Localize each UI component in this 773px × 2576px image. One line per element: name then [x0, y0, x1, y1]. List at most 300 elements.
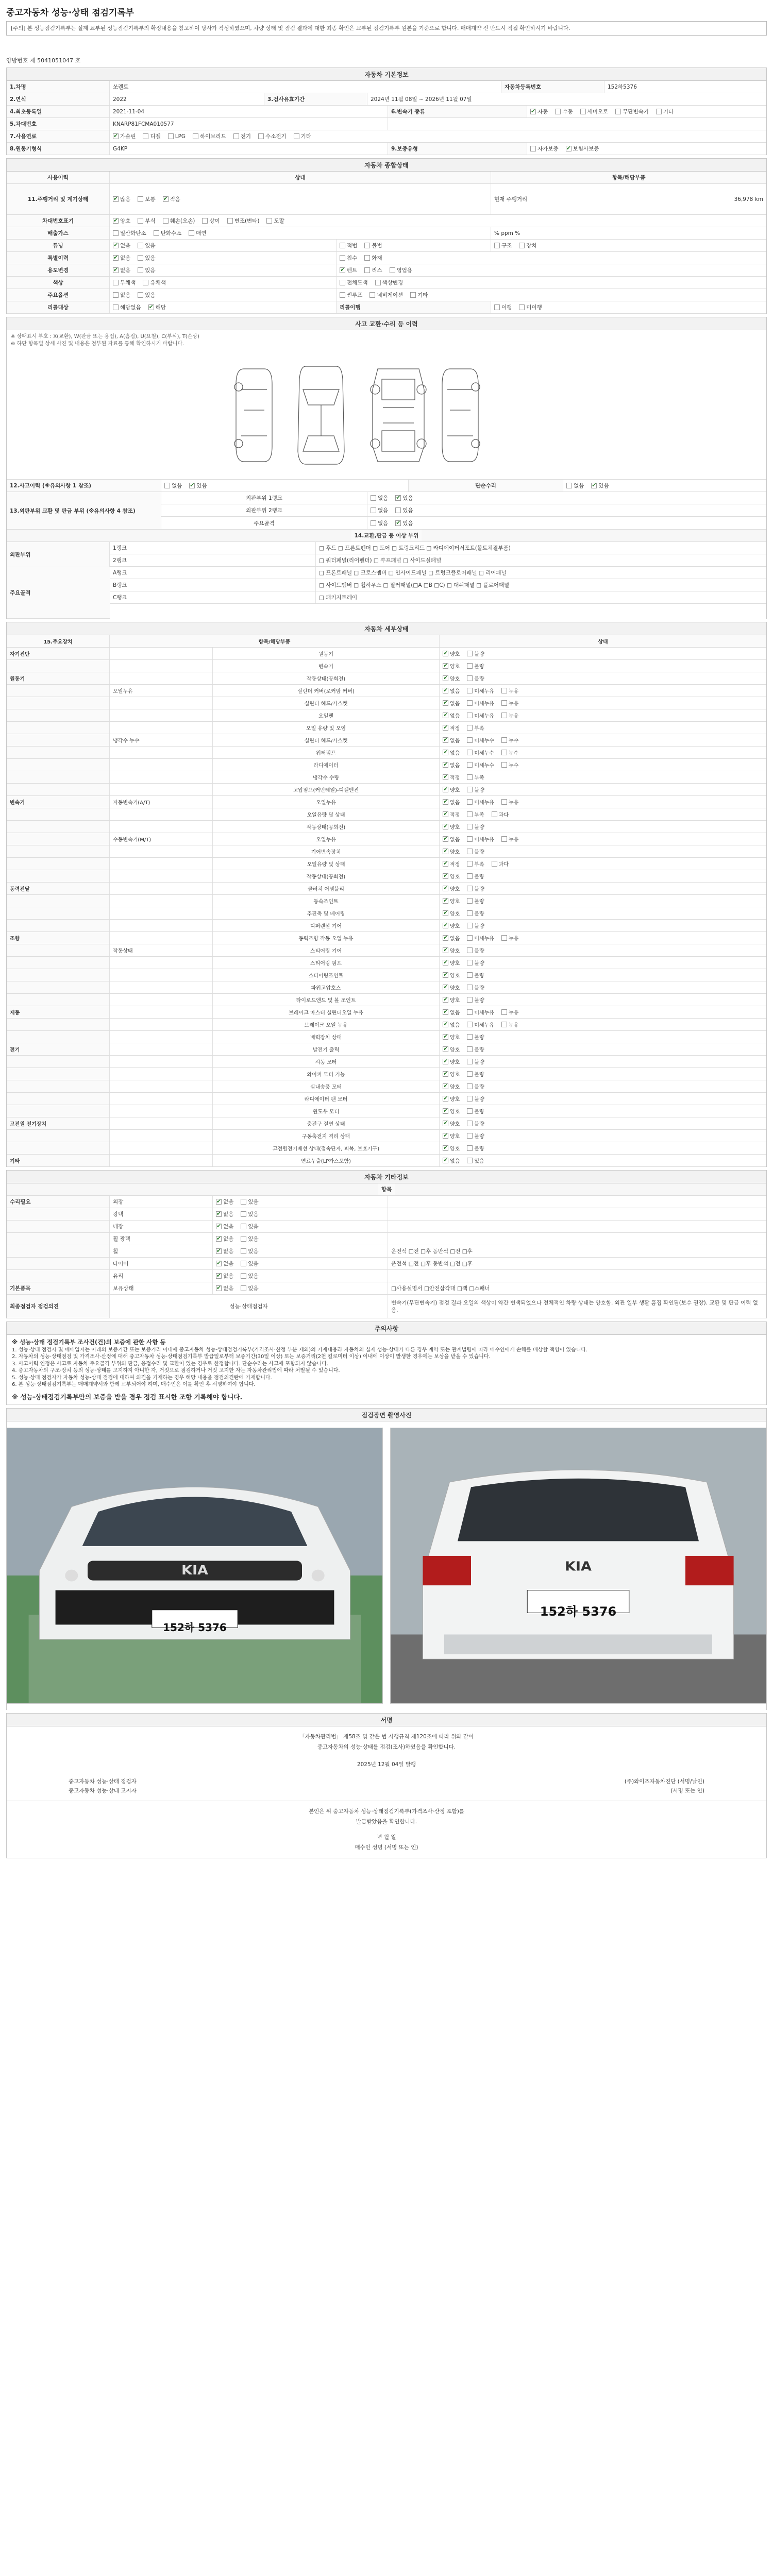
detail-26-opt-1-checkbox[interactable]: [467, 972, 473, 978]
other-1-opt-0-checkbox[interactable]: [216, 1211, 222, 1217]
detail-state: [440, 660, 766, 672]
detail-36-opt-1-checkbox[interactable]: [467, 1096, 473, 1101]
rank2-row: [161, 504, 766, 517]
other-1-opt-1-checkbox[interactable]: [241, 1211, 246, 1217]
other-state: [213, 1196, 388, 1208]
detail-37-opt-0-checkbox[interactable]: [443, 1108, 448, 1114]
detail-26-opt-0-checkbox[interactable]: [443, 972, 448, 978]
total-col-header: [7, 172, 766, 184]
detail-29-opt-0-label: 없음: [450, 1010, 460, 1016]
detail-0-opt-1-checkbox[interactable]: [467, 651, 473, 656]
mileage-normal-checkbox[interactable]: [138, 196, 143, 202]
detail-27-opt-1-checkbox[interactable]: [467, 985, 473, 990]
change-block: [7, 492, 766, 530]
detail-row: [7, 771, 766, 784]
detail-22-opt-0-checkbox[interactable]: [443, 923, 448, 928]
detail-0-opt-0-checkbox[interactable]: [443, 651, 448, 656]
warranty-self-checkbox[interactable]: [530, 146, 536, 151]
sign-row-1: [7, 1777, 766, 1786]
other-4-opt-0-checkbox[interactable]: [216, 1248, 222, 1254]
trans-manual-checkbox[interactable]: [555, 109, 561, 114]
detail-26-opt-0-label: 양호: [450, 973, 460, 979]
tuning-device-checkbox[interactable]: [519, 243, 525, 248]
recall-notdone-checkbox[interactable]: [519, 304, 525, 310]
detail-24-opt-1-checkbox[interactable]: [467, 947, 473, 953]
options-etc-checkbox[interactable]: [410, 292, 416, 298]
detail-5-opt-2-checkbox[interactable]: [501, 713, 507, 718]
detail-group: 변속기: [7, 796, 110, 808]
vin-paint-checkbox[interactable]: [266, 218, 272, 224]
other-7-opt-0-checkbox[interactable]: [216, 1285, 222, 1291]
detail-9-opt-0-checkbox[interactable]: [443, 762, 448, 768]
tuning-label: 튜닝: [7, 240, 110, 251]
detail-item: 오일 유량 및 오염: [213, 722, 440, 734]
detail-subgroup: 작동상태: [110, 944, 213, 956]
detail-3-opt-1-checkbox[interactable]: [467, 688, 473, 693]
detail-12-opt-0-checkbox[interactable]: [443, 799, 448, 805]
detail-group: [7, 944, 110, 956]
other-5-opt-0-checkbox[interactable]: [216, 1261, 222, 1266]
detail-23-opt-1-checkbox[interactable]: [467, 935, 473, 941]
sign-left-2: 중고자동차 성능·상태 고지자: [69, 1788, 137, 1794]
detail-state: [440, 821, 766, 833]
detail-27-opt-1-label: 불량: [474, 986, 484, 991]
detail-15-opt-2-checkbox[interactable]: [501, 836, 507, 842]
detail-item: 오일유량 및 상태: [213, 808, 440, 820]
detail-29-opt-2-checkbox[interactable]: [501, 1009, 507, 1015]
special-fire-checkbox[interactable]: [364, 255, 370, 261]
detail-state: [440, 1068, 766, 1080]
frame-none-checkbox[interactable]: [371, 520, 376, 526]
detail-item: 기어변속장치: [213, 845, 440, 857]
detail-17-opt-0-checkbox[interactable]: [443, 861, 448, 867]
other-5-opt-1-checkbox[interactable]: [241, 1261, 246, 1266]
detail-subgroup: [110, 808, 213, 820]
detail-group: [7, 1130, 110, 1142]
color-change-checkbox[interactable]: [375, 280, 381, 285]
detail-34-opt-0-checkbox[interactable]: [443, 1071, 448, 1077]
detail-6-opt-1-checkbox[interactable]: [467, 725, 473, 731]
detail-col3: 상태: [440, 635, 766, 647]
detail-22-opt-1-checkbox[interactable]: [467, 923, 473, 928]
fuel-lpg-checkbox[interactable]: [168, 133, 174, 139]
frame-opt-1: 있음: [402, 520, 413, 527]
frame-opt-0: 없음: [378, 520, 389, 527]
detail-30-opt-2-checkbox[interactable]: [501, 1022, 507, 1027]
fuel-h2-checkbox[interactable]: [258, 133, 264, 139]
warranty-insure-checkbox[interactable]: [566, 146, 572, 151]
detail-39-opt-0-checkbox[interactable]: [443, 1133, 448, 1139]
detail-row: [7, 1006, 766, 1019]
detail-39-opt-0-label: 양호: [450, 1134, 460, 1140]
trans-etc-checkbox[interactable]: [656, 109, 662, 114]
detail-28-opt-1-checkbox[interactable]: [467, 997, 473, 1003]
vin-diff-checkbox[interactable]: [202, 218, 208, 224]
detail-23-opt-0-checkbox[interactable]: [443, 935, 448, 941]
color-opt-1: 유채색: [150, 280, 166, 286]
engine-value: G4KP: [110, 143, 388, 155]
detail-15-opt-0-checkbox[interactable]: [443, 836, 448, 842]
detail-20-opt-0-checkbox[interactable]: [443, 898, 448, 904]
detail-item: 충전구 절연 상태: [213, 1117, 440, 1129]
usage-none-checkbox[interactable]: [113, 267, 119, 273]
tuning-legal-checkbox[interactable]: [340, 243, 345, 248]
tuning-none-checkbox[interactable]: [113, 243, 119, 248]
detail-37-opt-1-checkbox[interactable]: [467, 1108, 473, 1114]
trans-label: 6.변속기 종류: [388, 106, 527, 117]
detail-group: [7, 697, 110, 709]
detail-group: 동력전달: [7, 883, 110, 894]
color-label: 색상: [7, 277, 110, 289]
detail-7-opt-0-checkbox[interactable]: [443, 737, 448, 743]
fuel-gasoline-checkbox[interactable]: [113, 133, 119, 139]
other-row: [7, 1233, 766, 1245]
detail-28-opt-0-checkbox[interactable]: [443, 997, 448, 1003]
detail-2-opt-0-checkbox[interactable]: [443, 675, 448, 681]
detail-10-opt-1-checkbox[interactable]: [467, 774, 473, 780]
fuel-opt-0: 가솔린: [120, 133, 136, 140]
detail-subgroup: [110, 660, 213, 672]
trans-cvt-checkbox[interactable]: [615, 109, 621, 114]
usage-rent-checkbox[interactable]: [340, 267, 345, 273]
tuning-opt-1: 있음: [145, 243, 156, 249]
detail-41-opt-1-checkbox[interactable]: [467, 1158, 473, 1163]
detail-21-opt-1-label: 불량: [474, 911, 484, 917]
sign-line-2: 중고자동차의 성능·상태를 점검(조사)하였음을 확인합니다.: [317, 1744, 456, 1750]
tuning-illegal-checkbox[interactable]: [364, 243, 370, 248]
detail-state: [440, 709, 766, 721]
tuning-sub-1: 불법: [372, 243, 382, 249]
other-4-opt-0-label: 없음: [223, 1248, 234, 1255]
detail-11-opt-0-checkbox[interactable]: [443, 787, 448, 792]
detail-39-opt-1-checkbox[interactable]: [467, 1133, 473, 1139]
detail-16-opt-0-checkbox[interactable]: [443, 849, 448, 854]
rank1-none-checkbox[interactable]: [371, 495, 376, 501]
vin-opt-5: 도말: [274, 218, 284, 224]
detail-group: [7, 771, 110, 783]
recall-done-checkbox[interactable]: [494, 304, 500, 310]
detail-19-opt-0-checkbox[interactable]: [443, 886, 448, 891]
vin-rust-checkbox[interactable]: [138, 218, 143, 224]
detail-row: [7, 1080, 766, 1093]
detail-19-opt-1-checkbox[interactable]: [467, 886, 473, 891]
change-label: 13.외판부위 교환 및 판금 부위 (※유의사항 4 참조): [7, 492, 161, 529]
other-3-opt-1-checkbox[interactable]: [241, 1236, 246, 1242]
accident-label: 12.사고이력 (※유의사항 1 참조): [7, 480, 161, 492]
special-none-checkbox[interactable]: [113, 255, 119, 261]
detail-3-opt-2-checkbox[interactable]: [501, 688, 507, 693]
detail-group: [7, 784, 110, 795]
color-sub-1: 색상변경: [382, 280, 404, 286]
color-chro-checkbox[interactable]: [143, 280, 148, 285]
trans-options: [527, 106, 766, 117]
options-sub-0: 썬루프: [347, 292, 363, 298]
trans-auto-checkbox[interactable]: [530, 109, 536, 114]
detail-8-opt-2-checkbox[interactable]: [501, 750, 507, 755]
detail-4-opt-0-checkbox[interactable]: [443, 700, 448, 706]
other-1-opt-0-label: 없음: [223, 1211, 234, 1217]
other-state: [213, 1233, 388, 1245]
detail-33-opt-1-label: 불량: [474, 1060, 484, 1065]
warranty-opt-0: 자가보증: [537, 146, 559, 152]
rank1-opt-0: 없음: [378, 495, 389, 501]
other-group: [7, 1221, 110, 1232]
detail-subgroup: [110, 1093, 213, 1105]
detail-2-opt-0-label: 양호: [450, 676, 460, 682]
detail-6-opt-0-label: 적정: [450, 726, 460, 732]
detail-row: [7, 1130, 766, 1142]
detail-17-opt-2-checkbox[interactable]: [492, 861, 497, 867]
other-2-opt-1-checkbox[interactable]: [241, 1224, 246, 1229]
options-navi-checkbox[interactable]: [369, 292, 375, 298]
detail-item: 원동기: [213, 648, 440, 659]
detail-item: 타이로드엔드 및 볼 조인트: [213, 994, 440, 1006]
detail-25-opt-1-checkbox[interactable]: [467, 960, 473, 965]
detail-38-opt-1-checkbox[interactable]: [467, 1121, 473, 1126]
detail-item: 스티어링조인트: [213, 969, 440, 981]
emission-hc-checkbox[interactable]: [154, 230, 159, 236]
options-none-checkbox[interactable]: [113, 292, 119, 298]
detail-7-opt-1-checkbox[interactable]: [467, 737, 473, 743]
notice-box: [주의] 본 성능점검기록부는 실제 교부된 성능점검기록부의 확정내용을 참고하여 당사가 작성하였으며, 차량 상태 및 점검 결과에 대한 최종 확인은 교부된 점검기록부 원본을 기준으로 합니다. 매매계약 전 반드시 직접 확인하시기 바랍니다.: [6, 21, 767, 36]
detail-39-opt-1-label: 불량: [474, 1134, 484, 1140]
emission-smoke-checkbox[interactable]: [189, 230, 194, 236]
detail-group: [7, 660, 110, 672]
detail-2-opt-1-checkbox[interactable]: [467, 675, 473, 681]
detail-5-opt-1-checkbox[interactable]: [467, 713, 473, 718]
mileage-many-checkbox[interactable]: [113, 196, 119, 202]
detail-state: [440, 858, 766, 870]
detail-13-opt-0-checkbox[interactable]: [443, 811, 448, 817]
detail-33-opt-0-checkbox[interactable]: [443, 1059, 448, 1064]
detail-33-opt-1-checkbox[interactable]: [467, 1059, 473, 1064]
detail-8-opt-0-checkbox[interactable]: [443, 750, 448, 755]
color-repaint-checkbox[interactable]: [340, 280, 345, 285]
simple-opt-1: 있음: [598, 483, 609, 489]
part-header: 14.교환,판금 등 이상 부위: [351, 530, 422, 541]
fuel-etc-checkbox[interactable]: [294, 133, 299, 139]
detail-18-opt-0-checkbox[interactable]: [443, 873, 448, 879]
other-row: [7, 1270, 766, 1282]
usage-biz-checkbox[interactable]: [390, 267, 395, 273]
detail-41-opt-0-checkbox[interactable]: [443, 1158, 448, 1163]
detail-12-opt-2-checkbox[interactable]: [501, 799, 507, 805]
detail-row: [7, 685, 766, 697]
detail-row: [7, 1142, 766, 1155]
detail-18-opt-1-checkbox[interactable]: [467, 873, 473, 879]
vin-alter-checkbox[interactable]: [227, 218, 233, 224]
detail-23-opt-2-label: 누유: [508, 936, 519, 942]
other-4-opt-1-checkbox[interactable]: [241, 1248, 246, 1254]
detail-8-opt-1-checkbox[interactable]: [467, 750, 473, 755]
detail-1-opt-1-checkbox[interactable]: [467, 663, 473, 669]
detail-32-opt-0-checkbox[interactable]: [443, 1046, 448, 1052]
rank1-label: 외판부위 1랭크: [161, 492, 367, 504]
rank2-none-checkbox[interactable]: [371, 507, 376, 513]
rank2-yes-checkbox[interactable]: [395, 507, 401, 513]
detail-row: [7, 1043, 766, 1056]
notes-body: [7, 1335, 766, 1405]
detail-30-opt-0-checkbox[interactable]: [443, 1022, 448, 1027]
detail-state: [440, 771, 766, 783]
detail-group: [7, 969, 110, 981]
detail-13-opt-2-checkbox[interactable]: [492, 811, 497, 817]
detail-row: [7, 808, 766, 821]
sign-line-1: 「자동차관리법」 제58조 및 같은 법 시행규칙 제120조에 따라 위와 같이: [299, 1734, 474, 1740]
detail-20-opt-1-checkbox[interactable]: [467, 898, 473, 904]
other-0-opt-1-checkbox[interactable]: [241, 1199, 246, 1205]
detail-30-opt-1-checkbox[interactable]: [467, 1022, 473, 1027]
detail-item: 라디에이터 팬 모터: [213, 1093, 440, 1105]
accident-yes-checkbox[interactable]: [189, 483, 195, 488]
tuning-struct-checkbox[interactable]: [494, 243, 500, 248]
detail-12-opt-1-checkbox[interactable]: [467, 799, 473, 805]
options-yes-checkbox[interactable]: [138, 292, 143, 298]
other-6-opt-1-checkbox[interactable]: [241, 1273, 246, 1279]
detail-35-opt-1-checkbox[interactable]: [467, 1083, 473, 1089]
detail-22-opt-0-label: 양호: [450, 924, 460, 929]
detail-36-opt-0-checkbox[interactable]: [443, 1096, 448, 1101]
detail-35-opt-0-checkbox[interactable]: [443, 1083, 448, 1089]
simple-yes-checkbox[interactable]: [591, 483, 597, 488]
accident-none-checkbox[interactable]: [164, 483, 170, 488]
detail-27-opt-0-checkbox[interactable]: [443, 985, 448, 990]
recall-done-label: 리콜이행: [337, 301, 491, 313]
fuel-hybrid-checkbox[interactable]: [193, 133, 198, 139]
frame-yes-checkbox[interactable]: [395, 520, 401, 526]
vin-damage-checkbox[interactable]: [163, 218, 169, 224]
detail-10-opt-0-checkbox[interactable]: [443, 774, 448, 780]
r2-parts: □ 쿼터패널(리어펜더) □ 루프패널 □ 사이드실패널: [319, 557, 442, 564]
other-group: 수리필요: [7, 1196, 110, 1208]
detail-8-opt-0-label: 없음: [450, 751, 460, 756]
other-0-opt-0-checkbox[interactable]: [216, 1199, 222, 1205]
doc-title: 중고자동차 성능·상태 점검기록부: [6, 8, 135, 18]
other-2-opt-0-checkbox[interactable]: [216, 1224, 222, 1229]
detail-30-opt-0-label: 없음: [450, 1023, 460, 1028]
other-6-opt-0-checkbox[interactable]: [216, 1273, 222, 1279]
emission-co-checkbox[interactable]: [113, 230, 119, 236]
simple-none-checkbox[interactable]: [566, 483, 572, 488]
mileage-few-checkbox[interactable]: [163, 196, 169, 202]
other-state: [213, 1221, 388, 1232]
detail-item: 작동상태(공회전): [213, 870, 440, 882]
other-3-opt-0-checkbox[interactable]: [216, 1236, 222, 1242]
detail-subgroup: [110, 920, 213, 931]
detail-item: 디퍼렌셜 기어: [213, 920, 440, 931]
detail-4-opt-2-checkbox[interactable]: [501, 700, 507, 706]
detail-40-opt-1-checkbox[interactable]: [467, 1145, 473, 1151]
detail-6-opt-0-checkbox[interactable]: [443, 725, 448, 731]
detail-11-opt-1-checkbox[interactable]: [467, 787, 473, 792]
detail-9-opt-2-checkbox[interactable]: [501, 762, 507, 768]
other-state: [213, 1245, 388, 1257]
recall-none-checkbox[interactable]: [113, 304, 119, 310]
tuning-yes-checkbox[interactable]: [138, 243, 143, 248]
detail-subgroup: [110, 845, 213, 857]
detail-item: 브레이크 오일 누유: [213, 1019, 440, 1030]
detail-9-opt-1-checkbox[interactable]: [467, 762, 473, 768]
color-sub-0: 전체도색: [347, 280, 368, 286]
detail-21-opt-0-checkbox[interactable]: [443, 910, 448, 916]
detail-32-opt-1-checkbox[interactable]: [467, 1046, 473, 1052]
inspect-period-label: 3.검사유효기간: [264, 93, 367, 105]
detail-29-opt-1-checkbox[interactable]: [467, 1009, 473, 1015]
detail-col-header: [7, 635, 766, 648]
detail-34-opt-1-checkbox[interactable]: [467, 1071, 473, 1077]
note-item-4: 4. 중고자동차의 구조·장치 등의 성능·상태를 고지하지 아니한 자, 거짓으로 점검하거나 거짓 고지한 자는 자동차관리법에 따라 처벌될 수 있습니다.: [12, 1368, 340, 1374]
detail-state: [440, 1031, 766, 1043]
usage-yes-checkbox[interactable]: [138, 267, 143, 273]
form-number: 양방번호 제 5041051047 호: [6, 57, 81, 64]
detail-13-opt-1-checkbox[interactable]: [467, 811, 473, 817]
detail-9-opt-0-label: 없음: [450, 763, 460, 769]
simple-repair-label: 단순수리: [409, 480, 563, 492]
color-achro-checkbox[interactable]: [113, 280, 119, 285]
other-7-opt-1-checkbox[interactable]: [241, 1285, 246, 1291]
detail-38-opt-0-checkbox[interactable]: [443, 1121, 448, 1126]
trans-semi-checkbox[interactable]: [580, 109, 586, 114]
detail-9-opt-2-label: 누수: [508, 763, 519, 769]
detail-17-opt-1-checkbox[interactable]: [467, 861, 473, 867]
detail-state: [440, 734, 766, 746]
detail-23-opt-2-checkbox[interactable]: [501, 935, 507, 941]
year-value: 2022: [110, 93, 264, 105]
detail-29-opt-0-checkbox[interactable]: [443, 1009, 448, 1015]
detail-4-opt-1-checkbox[interactable]: [467, 700, 473, 706]
detail-31-opt-1-checkbox[interactable]: [467, 1034, 473, 1040]
detail-40-opt-0-label: 양호: [450, 1146, 460, 1152]
detail-7-opt-2-checkbox[interactable]: [501, 737, 507, 743]
detail-25-opt-0-checkbox[interactable]: [443, 960, 448, 965]
detail-item: 클러치 어셈블리: [213, 883, 440, 894]
detail-13-opt-0-label: 적정: [450, 812, 460, 818]
other-group: [7, 1233, 110, 1245]
detail-14-opt-0-checkbox[interactable]: [443, 824, 448, 829]
rank1-yes-checkbox[interactable]: [395, 495, 401, 501]
special-flood-checkbox[interactable]: [340, 255, 345, 261]
detail-3-opt-0-checkbox[interactable]: [443, 688, 448, 693]
ra-parts: □ 프론트패널 □ 크로스멤버 □ 인사이드패널 □ 트렁크플로어패널 □ 리어패널: [319, 570, 507, 576]
vin-good-checkbox[interactable]: [113, 218, 119, 224]
detail-15-opt-1-checkbox[interactable]: [467, 836, 473, 842]
special-yes-checkbox[interactable]: [138, 255, 143, 261]
detail-16-opt-1-checkbox[interactable]: [467, 849, 473, 854]
detail-14-opt-1-checkbox[interactable]: [467, 824, 473, 829]
fuel-diesel-checkbox[interactable]: [143, 133, 148, 139]
recall-yes-checkbox[interactable]: [148, 304, 154, 310]
detail-16-opt-1-label: 불량: [474, 850, 484, 855]
detail-24-opt-0-checkbox[interactable]: [443, 947, 448, 953]
detail-21-opt-1-checkbox[interactable]: [467, 910, 473, 916]
detail-31-opt-0-checkbox[interactable]: [443, 1034, 448, 1040]
car-diagram: [7, 351, 766, 480]
detail-group: 고전원 전기장치: [7, 1117, 110, 1129]
detail-row: [7, 833, 766, 845]
detail-1-opt-0-checkbox[interactable]: [443, 663, 448, 669]
usage-lease-checkbox[interactable]: [364, 267, 370, 273]
buyer-line-1: 본인은 위 중고자동차 성능·상태점검기록부(가격조사·산정 포함)를: [308, 1808, 465, 1815]
detail-group: [7, 994, 110, 1006]
detail-5-opt-0-checkbox[interactable]: [443, 713, 448, 718]
options-sunroof-checkbox[interactable]: [340, 292, 345, 298]
detail-state: [440, 1155, 766, 1166]
r1-parts: □ 후드 □ 프론트펜더 □ 도어 □ 트렁크리드 □ 라디에이터서포트(볼트체결부품): [319, 545, 511, 551]
detail-row: [7, 870, 766, 883]
fuel-ev-checkbox[interactable]: [233, 133, 239, 139]
detail-40-opt-0-checkbox[interactable]: [443, 1145, 448, 1151]
detail-item: 변속기: [213, 660, 440, 672]
